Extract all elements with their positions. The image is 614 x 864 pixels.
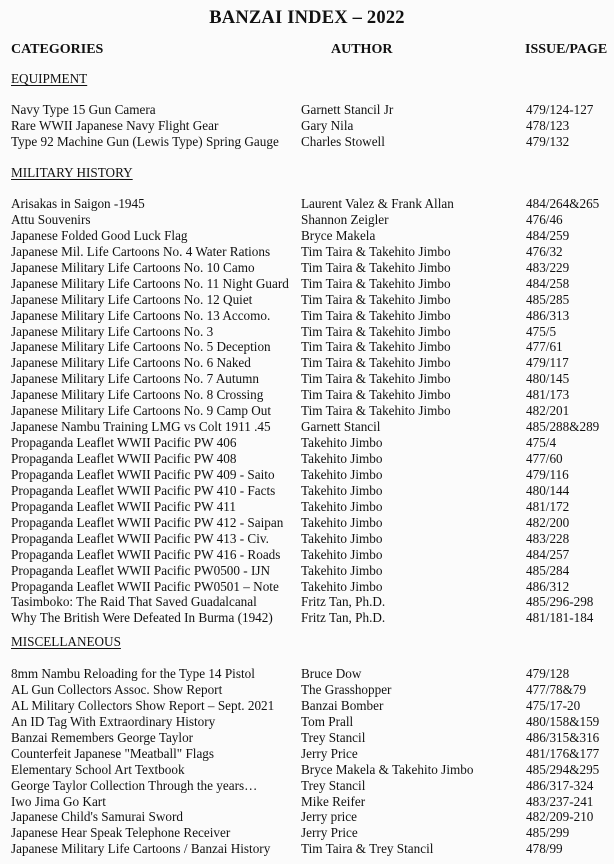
article-author: Tim Taira & Takehito Jimbo — [301, 259, 451, 275]
article-author: Jerry price — [301, 809, 358, 825]
index-row — [0, 730, 614, 746]
article-author: Takehito Jimbo — [301, 466, 383, 482]
article-title: Japanese Military Life Cartoons No. 10 Camo — [11, 259, 255, 275]
article-issue-page: 486/315&316 — [526, 729, 600, 745]
article-title: Japanese Folded Good Luck Flag — [11, 227, 188, 243]
article-issue-page: 485/285 — [526, 291, 570, 307]
article-issue-page: 483/237-241 — [526, 793, 594, 809]
article-author: Fritz Tan, Ph.D. — [301, 594, 386, 610]
article-title: 8mm Nambu Reloading for the Type 14 Pistol — [11, 666, 255, 681]
article-author: Jerry Price — [301, 825, 358, 841]
section-heading-equipment: EQUIPMENT — [11, 71, 88, 86]
article-title: Banzai Remembers George Taylor — [11, 729, 194, 745]
index-row — [0, 825, 614, 841]
article-title: Type 92 Machine Gun (Lewis Type) Spring Gauge — [11, 133, 279, 149]
article-author: Trey Stancil — [301, 729, 366, 745]
article-issue-page: 475/5 — [526, 323, 557, 339]
article-title: Navy Type 15 Gun Camera — [11, 102, 156, 117]
article-author: Tim Taira & Takehito Jimbo — [301, 403, 451, 419]
article-issue-page: 479/116 — [526, 466, 569, 482]
index-row — [0, 435, 614, 451]
article-author: Tim Taira & Takehito Jimbo — [301, 355, 451, 371]
article-issue-page: 476/46 — [526, 211, 563, 227]
index-row — [0, 228, 614, 244]
article-title: Propaganda Leaflet WWII Pacific PW 410 - Facts — [11, 482, 276, 498]
index-row — [0, 841, 614, 857]
index-row — [0, 714, 614, 730]
index-row — [0, 515, 614, 531]
article-title: Japanese Nambu Training LMG vs Colt 1911 .45 — [11, 419, 271, 435]
article-title: Tasimboko: The Raid That Saved Guadalcanal — [11, 594, 257, 610]
article-title: Propaganda Leaflet WWII Pacific PW 412 - Saipan — [11, 514, 284, 530]
article-issue-page: 484/258 — [526, 275, 570, 291]
index-row — [0, 419, 614, 435]
article-author: The Grasshopper — [301, 681, 392, 697]
section-heading-miscellaneous: MISCELLANEOUS — [11, 634, 121, 649]
article-author: Charles Stowell — [301, 133, 385, 149]
article-issue-page: 476/32 — [526, 243, 563, 259]
index-row — [0, 594, 614, 610]
article-author: Takehito Jimbo — [301, 482, 383, 498]
index-row — [0, 260, 614, 276]
header-author: AUTHOR — [331, 42, 393, 57]
article-title: Japanese Military Life Cartoons No. 8 Crossing — [11, 387, 264, 403]
index-row — [0, 682, 614, 698]
article-author: Jerry Price — [301, 745, 358, 761]
article-issue-page: 481/173 — [526, 387, 570, 403]
article-title: Propaganda Leaflet WWII Pacific PW 409 - Saito — [11, 466, 275, 482]
article-title: Why The British Were Defeated In Burma (1942) — [11, 610, 273, 626]
article-issue-page: 483/228 — [526, 530, 570, 546]
article-title: Japanese Military Life Cartoons No. 5 Deception — [11, 339, 271, 355]
article-issue-page: 482/200 — [526, 514, 570, 530]
article-issue-page: 479/124-127 — [526, 102, 594, 117]
article-author: Tim Taira & Takehito Jimbo — [301, 243, 451, 259]
article-issue-page: 480/145 — [526, 371, 570, 387]
section-rows-miscellaneous — [0, 666, 614, 857]
article-issue-page: 479/132 — [526, 133, 570, 149]
article-title: An ID Tag With Extraordinary History — [11, 713, 216, 729]
index-row — [0, 666, 614, 682]
article-author: Takehito Jimbo — [301, 435, 383, 451]
index-row — [0, 292, 614, 308]
article-issue-page: 478/99 — [526, 841, 563, 857]
article-author: Takehito Jimbo — [301, 546, 383, 562]
article-author: Tim Taira & Takehito Jimbo — [301, 323, 451, 339]
article-title: Japanese Military Life Cartoons No. 9 Camp Out — [11, 403, 272, 419]
article-title: Propaganda Leaflet WWII Pacific PW 413 - Civ. — [11, 530, 269, 546]
index-row — [0, 102, 614, 118]
article-issue-page: 477/61 — [526, 339, 563, 355]
article-author: Trey Stancil — [301, 777, 366, 793]
article-title: Japanese Military Life Cartoons No. 6 Naked — [11, 355, 251, 371]
index-row — [0, 387, 614, 403]
article-issue-page: 475/17-20 — [526, 697, 581, 713]
article-issue-page: 486/313 — [526, 307, 570, 323]
article-issue-page: 481/172 — [526, 498, 570, 514]
index-row — [0, 467, 614, 483]
article-title: Counterfeit Japanese "Meatball" Flags — [11, 745, 215, 761]
article-title: Attu Souvenirs — [11, 211, 91, 227]
article-issue-page: 481/176&177 — [526, 745, 600, 761]
article-author: Bryce Makela — [301, 227, 376, 243]
article-author: Shannon Zeigler — [301, 211, 389, 227]
article-issue-page: 485/299 — [526, 825, 570, 841]
article-title: Propaganda Leaflet WWII Pacific PW 406 — [11, 435, 237, 451]
article-issue-page: 479/117 — [526, 355, 569, 371]
article-issue-page: 480/158&159 — [526, 713, 600, 729]
article-author: Tim Taira & Takehito Jimbo — [301, 339, 451, 355]
section-rows-military-history — [0, 196, 614, 626]
article-author: Tom Prall — [301, 713, 354, 729]
article-title: Iwo Jima Go Kart — [11, 793, 106, 809]
index-row — [0, 746, 614, 762]
article-author: Gary Nila — [301, 117, 354, 133]
index-row — [0, 794, 614, 810]
article-author: Takehito Jimbo — [301, 562, 383, 578]
index-row — [0, 698, 614, 714]
article-issue-page: 486/317-324 — [526, 777, 594, 793]
article-author: Banzai Bomber — [301, 697, 384, 713]
section-rows-equipment — [0, 102, 614, 150]
index-row — [0, 403, 614, 419]
article-title: Japanese Mil. Life Cartoons No. 4 Water Rations — [11, 243, 271, 259]
index-row — [0, 579, 614, 595]
article-issue-page: 485/284 — [526, 562, 570, 578]
article-issue-page: 479/128 — [526, 666, 570, 681]
article-title: Propaganda Leaflet WWII Pacific PW 408 — [11, 451, 237, 466]
article-issue-page: 485/288&289 — [526, 419, 600, 435]
index-row — [0, 451, 614, 467]
article-title: Japanese Military Life Cartoons No. 11 Night Guard — [11, 275, 289, 291]
article-issue-page: 475/4 — [526, 435, 557, 451]
article-title: Rare WWII Japanese Navy Flight Gear — [11, 117, 219, 133]
article-author: Tim Taira & Takehito Jimbo — [301, 371, 451, 387]
article-author: Garnett Stancil — [301, 419, 381, 435]
article-issue-page: 482/209-210 — [526, 809, 594, 825]
article-title: Japanese Child's Samurai Sword — [11, 809, 183, 825]
article-issue-page: 484/259 — [526, 227, 570, 243]
article-author: Takehito Jimbo — [301, 498, 383, 514]
header-issue-page: ISSUE/PAGE — [525, 42, 608, 57]
index-row — [0, 134, 614, 150]
index-row — [0, 118, 614, 134]
index-row — [0, 371, 614, 387]
article-issue-page: 485/296-298 — [526, 594, 594, 610]
article-author: Takehito Jimbo — [301, 514, 383, 530]
article-issue-page: 480/144 — [526, 482, 570, 498]
article-author: Tim Taira & Takehito Jimbo — [301, 307, 451, 323]
article-title: Propaganda Leaflet WWII Pacific PW0500 - IJN — [11, 562, 271, 578]
article-author: Tim Taira & Takehito Jimbo — [301, 291, 451, 307]
article-author: Tim Taira & Takehito Jimbo — [301, 275, 451, 291]
article-issue-page: 484/257 — [526, 546, 570, 562]
index-row — [0, 610, 614, 626]
article-title: AL Gun Collectors Assoc. Show Report — [11, 681, 223, 697]
article-title: Elementary School Art Textbook — [11, 761, 185, 777]
article-title: AL Military Collectors Show Report – Sept. 2021 — [11, 697, 275, 713]
article-title: Japanese Hear Speak Telephone Receiver — [11, 825, 231, 841]
article-title: Japanese Military Life Cartoons No. 13 Accomo. — [11, 307, 271, 323]
index-row — [0, 563, 614, 579]
article-title: Japanese Military Life Cartoons / Banzai History — [11, 841, 271, 857]
article-author: Bruce Dow — [301, 666, 362, 681]
index-row — [0, 308, 614, 324]
article-issue-page: 485/294&295 — [526, 761, 600, 777]
article-title: Propaganda Leaflet WWII Pacific PW 416 - Roads — [11, 546, 281, 562]
index-row — [0, 339, 614, 355]
article-title: Propaganda Leaflet WWII Pacific PW 411 — [11, 498, 236, 514]
article-author: Laurent Valez & Frank Allan — [301, 196, 454, 211]
index-row — [0, 778, 614, 794]
index-row — [0, 531, 614, 547]
article-issue-page: 483/229 — [526, 259, 570, 275]
article-issue-page: 478/123 — [526, 117, 570, 133]
article-author: Bryce Makela & Takehito Jimbo — [301, 761, 474, 777]
article-author: Garnett Stancil Jr — [301, 102, 394, 117]
article-issue-page: 482/201 — [526, 403, 570, 419]
index-row — [0, 355, 614, 371]
header-categories: CATEGORIES — [11, 42, 104, 57]
article-issue-page: 481/181-184 — [526, 610, 594, 626]
index-row — [0, 196, 614, 212]
index-row — [0, 324, 614, 340]
article-issue-page: 477/78&79 — [526, 681, 587, 697]
article-author: Tim Taira & Takehito Jimbo — [301, 387, 451, 403]
index-row — [0, 762, 614, 778]
index-row — [0, 244, 614, 260]
article-title: Japanese Military Life Cartoons No. 7 Autumn — [11, 371, 259, 387]
index-row — [0, 483, 614, 499]
index-row — [0, 276, 614, 292]
article-author: Takehito Jimbo — [301, 578, 383, 594]
index-row — [0, 547, 614, 563]
article-author: Tim Taira & Trey Stancil — [301, 841, 434, 857]
article-issue-page: 486/312 — [526, 578, 570, 594]
index-row — [0, 809, 614, 825]
article-author: Fritz Tan, Ph.D. — [301, 610, 386, 626]
index-row — [0, 212, 614, 228]
article-author: Takehito Jimbo — [301, 530, 383, 546]
article-issue-page: 484/264&265 — [526, 196, 600, 211]
article-issue-page: 477/60 — [526, 451, 563, 466]
index-row — [0, 499, 614, 515]
article-title: Japanese Military Life Cartoons No. 3 — [11, 323, 214, 339]
article-title: Propaganda Leaflet WWII Pacific PW0501 – Note — [11, 578, 279, 594]
article-title: Arisakas in Saigon -1945 — [11, 196, 145, 211]
article-title: George Taylor Collection Through the years… — [11, 777, 258, 793]
article-title: Japanese Military Life Cartoons No. 12 Quiet — [11, 291, 253, 307]
section-heading-military-history: MILITARY HISTORY — [11, 165, 133, 180]
article-author: Mike Reifer — [301, 793, 366, 809]
article-author: Takehito Jimbo — [301, 451, 383, 466]
page-title: BANZAI INDEX – 2022 — [209, 8, 405, 28]
